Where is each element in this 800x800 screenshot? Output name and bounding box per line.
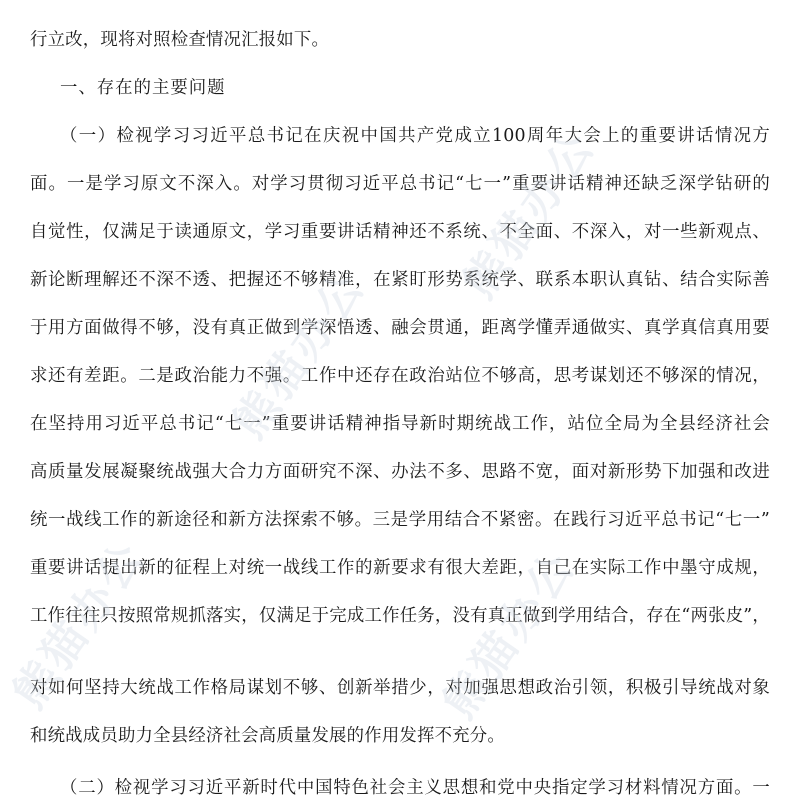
body-line-1: 行立改，现将对照检查情况汇报如下。: [30, 30, 330, 50]
body-line-9: 统一战线工作的新途径和新方法探索不够。三是学用结合不紧密。在践行习近平总书记“七一”: [30, 510, 770, 530]
body-line-3: 自觉性，仅满足于读通原文，学习重要讲话精神还不系统、不全面、不深入，对一些新观点、: [30, 222, 770, 242]
watermark-logo: 熊猫办公: [223, 261, 376, 448]
body-line-7: 在坚持用习近平总书记“七一”重要讲话精神指导新时期统战工作，站位全局为全县经济社会: [30, 414, 770, 434]
body-line-2: 面。一是学习原文不深入。对学习贯彻习近平总书记“七一”重要讲话精神还缺乏深学钻研的: [30, 174, 770, 194]
body-line-4: 新论断理解还不深不透、把握还不够精准，在紧盯形势系统学、联系本职认真钻、结合实际善: [30, 270, 770, 290]
body-line-10: 重要讲话提出新的征程上对统一战线工作的新要求有很大差距，自己在实际工作中墨守成规，: [30, 558, 770, 578]
watermark-logo: 熊猫办公: [433, 541, 586, 728]
body-line-12: 对如何坚持大统战工作格局谋划不够、创新举措少，对加强思想政治引领，积极引导统战对象: [30, 678, 770, 698]
subsection-heading-line-2: （二）检视学习习近平新时代中国特色社会主义思想和党中央指定学习材料情况方面。一: [60, 778, 770, 798]
body-line-5: 于用方面做得不够，没有真正做到学深悟透、融会贯通，距离学懂弄通做实、真学真信真用要: [30, 318, 770, 338]
subsection-heading-line: （一）检视学习习近平总书记在庆祝中国共产党成立100周年大会上的重要讲话情况方: [60, 126, 770, 146]
watermark-logo: 熊猫办公: [453, 121, 606, 308]
body-line-6: 求还有差距。二是政治能力不强。工作中还存在政治站位不够高，思考谋划还不够深的情况，: [30, 366, 770, 386]
section-heading: 一、存在的主要问题: [60, 78, 226, 98]
body-line-13: 和统战成员助力全县经济社会高质量发展的作用发挥不充分。: [30, 726, 505, 746]
body-line-11: 工作往往只按照常规抓落实，仅满足于完成工作任务，没有真正做到学用结合，存在“两张皮”，: [30, 606, 770, 626]
body-line-8: 高质量发展凝聚统战强大合力方面研究不深、办法不多、思路不宽，面对新形势下加强和改进: [30, 462, 770, 482]
watermark-logo: 熊猫办公: [3, 531, 156, 718]
